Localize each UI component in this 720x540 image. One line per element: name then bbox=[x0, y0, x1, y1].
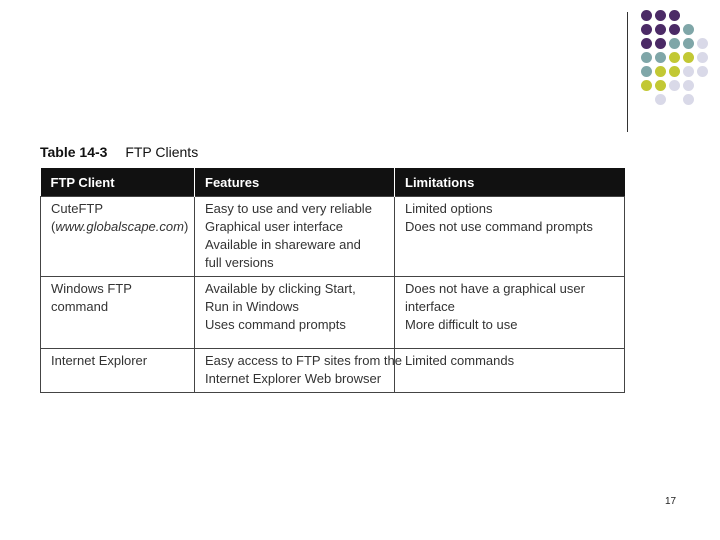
limitations-cell bbox=[395, 197, 625, 277]
decorative-dot bbox=[683, 38, 694, 49]
client-name: CuteFTP bbox=[51, 201, 104, 216]
decorative-dot bbox=[683, 24, 694, 35]
features-cell bbox=[195, 277, 395, 349]
limitation-line: Does not use command prompts bbox=[405, 219, 593, 234]
decorative-dot bbox=[655, 80, 666, 91]
decorative-dot bbox=[669, 80, 680, 91]
decorative-dot bbox=[655, 94, 666, 105]
decorative-dot bbox=[655, 38, 666, 49]
decorative-dot bbox=[697, 66, 708, 77]
client-detail: command bbox=[51, 299, 109, 314]
decorative-dot bbox=[655, 52, 666, 63]
decorative-dot bbox=[669, 66, 680, 77]
feature-line: full versions bbox=[205, 255, 274, 270]
decorative-dot-pattern bbox=[641, 10, 720, 120]
decorative-dot bbox=[669, 38, 680, 49]
header-limitations: Limitations bbox=[395, 168, 625, 197]
decorative-dot bbox=[697, 38, 708, 49]
limitation-line: Limited options bbox=[405, 201, 493, 216]
client-cell bbox=[41, 349, 195, 393]
table-row bbox=[41, 197, 625, 277]
decorative-dot bbox=[669, 24, 680, 35]
client-cell bbox=[41, 197, 195, 277]
table-caption bbox=[40, 144, 198, 160]
decorative-divider bbox=[627, 12, 628, 132]
ftp-clients-table bbox=[40, 168, 625, 393]
table-row bbox=[41, 349, 625, 393]
header-features: Features bbox=[195, 168, 395, 197]
decorative-dot bbox=[683, 80, 694, 91]
decorative-dot bbox=[683, 94, 694, 105]
decorative-dot bbox=[641, 66, 652, 77]
client-website: www.globalscape.com bbox=[55, 219, 184, 234]
table-title: FTP Clients bbox=[125, 144, 199, 160]
limitation-line: Limited commands bbox=[405, 353, 515, 368]
header-ftp-client: FTP Client bbox=[41, 168, 195, 197]
client-name: Internet Explorer bbox=[51, 353, 148, 368]
feature-line: Uses command prompts bbox=[205, 317, 346, 332]
table-header-row bbox=[41, 168, 625, 197]
feature-line: Available in shareware and bbox=[205, 237, 361, 252]
decorative-dot bbox=[655, 24, 666, 35]
client-name: Windows FTP bbox=[51, 281, 132, 296]
feature-line: Easy access to FTP sites from the bbox=[205, 353, 402, 368]
decorative-dot bbox=[641, 10, 652, 21]
feature-line: Easy to use and very reliable bbox=[205, 201, 372, 216]
feature-line: Internet Explorer Web browser bbox=[205, 371, 382, 386]
decorative-dot bbox=[683, 52, 694, 63]
decorative-dot bbox=[669, 10, 680, 21]
decorative-dot bbox=[697, 52, 708, 63]
decorative-dot bbox=[669, 52, 680, 63]
decorative-dot bbox=[683, 66, 694, 77]
decorative-dot bbox=[655, 66, 666, 77]
limitation-line: More difficult to use bbox=[405, 317, 518, 332]
features-cell bbox=[195, 349, 402, 393]
table-row bbox=[41, 277, 625, 349]
limitations-cell bbox=[395, 277, 625, 349]
limitations-cell bbox=[395, 349, 625, 393]
decorative-dot bbox=[641, 38, 652, 49]
limitation-line: Does not have a graphical user bbox=[405, 281, 585, 296]
decorative-dot bbox=[641, 80, 652, 91]
feature-line: Graphical user interface bbox=[205, 219, 344, 234]
limitation-line: interface bbox=[405, 299, 455, 314]
client-cell bbox=[41, 277, 195, 349]
features-cell bbox=[195, 197, 395, 277]
client-detail: (www.globalscape.com) bbox=[51, 219, 189, 234]
decorative-dot bbox=[641, 24, 652, 35]
page-number: 17 bbox=[665, 496, 677, 507]
decorative-dot bbox=[655, 10, 666, 21]
feature-line: Run in Windows bbox=[205, 299, 299, 314]
decorative-dot bbox=[641, 52, 652, 63]
feature-line: Available by clicking Start, bbox=[205, 281, 356, 296]
table-number: Table 14-3 bbox=[40, 144, 108, 160]
